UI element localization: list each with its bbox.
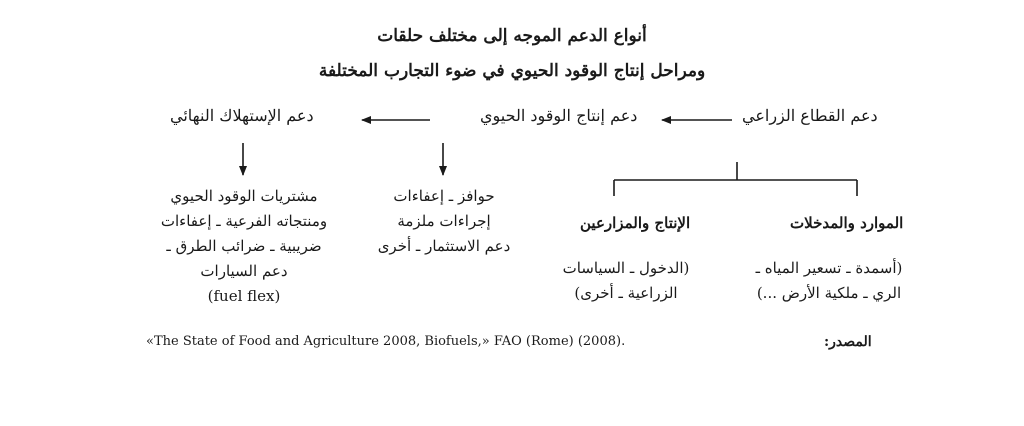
production-detail-line: إجراءات ملزمة [397,212,491,230]
branch-farmers-heading: الإنتاج والمزارعين [580,214,691,232]
production-details [360,184,528,259]
consumption-detail-line: دعم السيارات [200,262,288,280]
source-label: المصدر: [824,334,872,350]
consumption-detail-line: مشتريات الوقود الحيوي [170,187,318,205]
branch-farmers-line-1: (الدخول ـ السياسات [562,259,690,277]
consumption-details [140,184,348,309]
consumption-detail-line: (fuel flex) [207,287,281,305]
branch-farmers-line-2: الزراعية ـ أخرى) [574,284,678,302]
branch-inputs-details [740,256,918,306]
production-detail-line: حوافز ـ إعفاءات [393,187,495,205]
branch-inputs-line-1: (أسمدة ـ تسعير المياه ـ [755,259,903,277]
consumption-detail-line: ضريبية ـ ضرائب الطرق ـ [166,237,322,255]
branch-inputs-line-2: الري ـ ملكية الأرض ...) [756,284,902,302]
source-citation: «The State of Food and Agriculture 2008, Biofuels,» FAO (Rome) (2008). [146,334,626,349]
node-consumption-support: دعم الإستهلاك النهائي [170,106,314,125]
node-production-support: دعم إنتاج الوقود الحيوي [480,106,638,125]
title-line-1: أنواع الدعم الموجه إلى مختلف حلقات [377,26,647,46]
branch-farmers-details [546,256,706,306]
node-agri-support: دعم القطاع الزراعي [742,106,878,125]
branch-inputs-heading: الموارد والمدخلات [790,214,904,232]
consumption-detail-line: ومنتجاته الفرعية ـ إعفاءات [160,212,328,230]
production-detail-line: دعم الاستثمار ـ أخرى [377,237,511,255]
title-line-2: ومراحل إنتاج الوقود الحيوي في ضوء التجارب المختلفة [318,61,706,81]
